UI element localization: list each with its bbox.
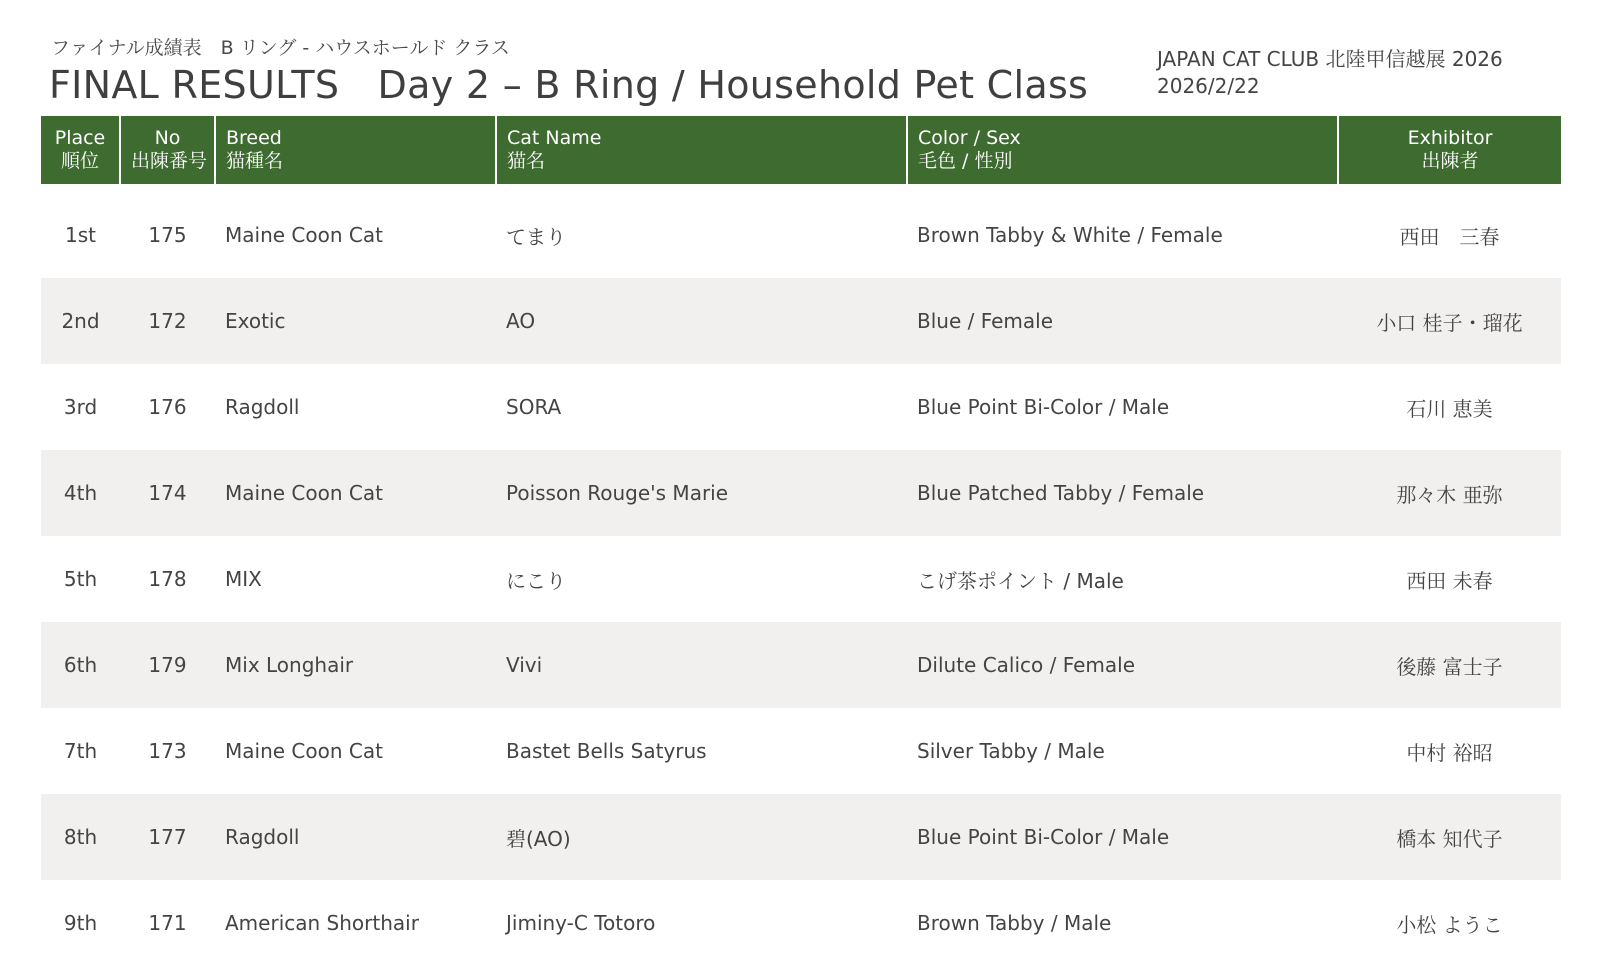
event-info	[1157, 46, 1503, 100]
cell-no: 173	[148, 739, 187, 763]
cell-cat-name: Bastet Bells Satyrus	[506, 739, 707, 763]
cell-place: 4th	[41, 450, 120, 536]
cell-cat-name: Vivi	[496, 622, 907, 708]
cell-breed: Ragdoll	[225, 395, 300, 419]
table-row	[41, 184, 1561, 278]
cell-cat-name: 碧(AO)	[496, 794, 907, 880]
cell-color-sex: Brown Tabby / Male	[917, 911, 1112, 935]
cell-color-sex: Blue / Female	[907, 278, 1338, 364]
table-row	[41, 708, 1561, 794]
cell-place: 2nd	[41, 278, 120, 364]
cell-exhibitor: 中村 裕昭	[1406, 740, 1493, 765]
column-header-cat-name: Cat Name 猫名	[496, 116, 907, 184]
table-row	[41, 278, 1561, 364]
event-name: JAPAN CAT CLUB 北陸甲信越展 2026	[1157, 47, 1503, 71]
event-date: 2026/2/22	[1157, 74, 1260, 98]
cell-cat-name: SORA	[506, 395, 562, 419]
cell-breed: American Shorthair	[225, 911, 419, 935]
cell-no: 174	[120, 450, 215, 536]
cell-no: 178	[148, 567, 187, 591]
cell-cat-name: Jiminy-C Totoro	[506, 911, 656, 935]
column-header-exhibitor: Exhibitor 出陳者	[1338, 116, 1561, 184]
subtitle-jp: ファイナル成績表 B リング - ハウスホールド クラス	[51, 37, 510, 59]
cell-place: 8th	[41, 794, 120, 880]
cell-color-sex: Dilute Calico / Female	[907, 622, 1338, 708]
cell-exhibitor: 那々木 亜弥	[1338, 450, 1561, 536]
cell-breed: Maine Coon Cat	[215, 450, 496, 536]
cell-exhibitor: 小松 ようこ	[1396, 912, 1503, 937]
cell-exhibitor: 小口 桂子・瑠花	[1338, 278, 1561, 364]
table-row	[41, 880, 1561, 966]
cell-exhibitor: 石川 恵美	[1406, 396, 1493, 421]
cell-color-sex: Silver Tabby / Male	[917, 739, 1105, 763]
cell-place: 5th	[63, 567, 98, 591]
cell-breed: MIX	[225, 567, 262, 591]
table-row	[41, 536, 1561, 622]
cell-no: 172	[120, 278, 215, 364]
cell-breed: Exotic	[215, 278, 496, 364]
table-row	[41, 794, 1561, 880]
column-header-color-sex: Color / Sex 毛色 / 性別	[907, 116, 1338, 184]
table-row	[41, 622, 1561, 708]
cell-place: 6th	[41, 622, 120, 708]
cell-cat-name: てまり	[506, 224, 566, 249]
cell-place: 9th	[63, 911, 98, 935]
cell-color-sex: Blue Point Bi-Color / Male	[907, 794, 1338, 880]
cell-color-sex: Blue Patched Tabby / Female	[907, 450, 1338, 536]
column-header-no: No 出陳番号	[120, 116, 215, 184]
cell-color-sex: こげ茶ポイント / Male	[917, 568, 1124, 593]
cell-place: 7th	[63, 739, 98, 763]
cell-breed: Maine Coon Cat	[225, 739, 383, 763]
page-title: FINAL RESULTS Day 2 – B Ring / Household Pet Class	[49, 63, 1089, 107]
cell-breed: Mix Longhair	[215, 622, 496, 708]
cell-color-sex: Blue Point Bi-Color / Male	[917, 395, 1170, 419]
cell-place: 3rd	[63, 395, 98, 419]
cell-cat-name: Poisson Rouge's Marie	[496, 450, 907, 536]
cell-cat-name: にこり	[506, 568, 566, 593]
cell-no: 175	[148, 223, 187, 247]
column-header-breed: Breed 猫種名	[215, 116, 496, 184]
cell-no: 179	[120, 622, 215, 708]
cell-exhibitor: 西田 三春	[1399, 224, 1500, 249]
results-table	[41, 116, 1561, 966]
table-row	[41, 450, 1561, 536]
column-header-place: Place 順位	[41, 116, 120, 184]
cell-exhibitor: 西田 未春	[1406, 568, 1493, 593]
cell-no: 171	[148, 911, 187, 935]
table-header-row	[41, 116, 1561, 184]
cell-place: 1st	[65, 223, 96, 247]
cell-exhibitor: 橋本 知代子	[1338, 794, 1561, 880]
cell-exhibitor: 後藤 富士子	[1338, 622, 1561, 708]
cell-breed: Maine Coon Cat	[225, 223, 383, 247]
table-row	[41, 364, 1561, 450]
cell-breed: Ragdoll	[215, 794, 496, 880]
cell-no: 176	[148, 395, 187, 419]
cell-color-sex: Brown Tabby & White / Female	[917, 223, 1223, 247]
cell-cat-name: AO	[496, 278, 907, 364]
cell-no: 177	[120, 794, 215, 880]
